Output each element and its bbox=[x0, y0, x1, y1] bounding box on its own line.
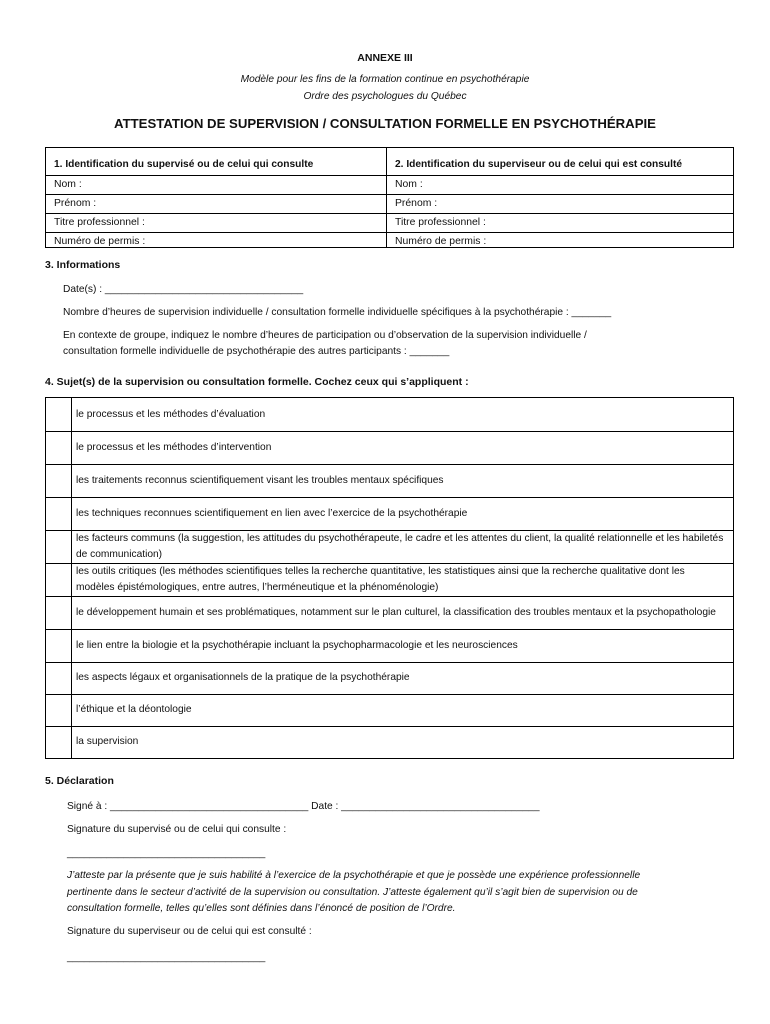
subject-label: l’éthique et la déontologie bbox=[76, 704, 192, 715]
attestation-line2: pertinente dans le secteur d’activité de la supervision ou consultation. J’atteste également qu’il s’agit bien de supervision ou de bbox=[67, 887, 638, 898]
subject-row bbox=[46, 694, 733, 727]
subject-label: les facteurs communs (la suggestion, les attitudes du psychothérapeute, le cadre et les attentes du client, la qualité relationnelle et les habiletés de communication) bbox=[76, 532, 724, 560]
attestation-line3: consultation formelle, telles qu’elles sont définies dans l’énoncé de position de l’Ordre. bbox=[67, 903, 456, 914]
subjects-table bbox=[45, 397, 734, 759]
supervisee-name-field[interactable]: Nom : bbox=[46, 176, 386, 195]
supervisee-column bbox=[46, 148, 387, 247]
subject-label: les traitements reconnus scientifiquement visant les troubles mentaux spécifiques bbox=[76, 474, 444, 486]
subject-row bbox=[46, 431, 733, 465]
supervisor-heading: 2. Identification du superviseur ou de celui qui est consulté bbox=[387, 148, 733, 176]
subject-label: le processus et les méthodes d’intervention bbox=[76, 441, 272, 453]
subject-row bbox=[46, 563, 733, 597]
supervisor-signature-line[interactable]: ___________________________________ bbox=[67, 952, 266, 963]
subject-label: les techniques reconnues scientifiquement en lien avec l’exercice de la psychothérapie bbox=[76, 507, 468, 519]
attestation-line1: J’atteste par la présente que je suis habilité à l’exercice de la psychothérapie et que je possède une expérience professionnelle bbox=[67, 870, 641, 881]
supervisor-firstname-field[interactable]: Prénom : bbox=[387, 195, 733, 214]
supervisor-permit-field[interactable]: Numéro de permis : bbox=[395, 236, 487, 247]
subject-checkbox[interactable] bbox=[46, 726, 72, 758]
subject-row bbox=[46, 497, 733, 531]
supervisee-title-field[interactable]: Titre professionnel : bbox=[46, 214, 386, 233]
subject-checkbox[interactable] bbox=[46, 398, 72, 431]
subject-label: les aspects légaux et organisationnels de la pratique de la psychothérapie bbox=[76, 672, 410, 683]
page-title: ATTESTATION DE SUPERVISION / CONSULTATION FORMELLE EN PSYCHOTHÉRAPIE bbox=[114, 116, 656, 131]
subtitle-order: Ordre des psychologues du Québec bbox=[303, 91, 467, 102]
subject-row bbox=[46, 398, 733, 432]
supervisor-title-field[interactable]: Titre professionnel : bbox=[387, 214, 733, 233]
supervisee-signature-line[interactable]: ___________________________________ bbox=[67, 848, 266, 859]
subject-checkbox[interactable] bbox=[46, 464, 72, 497]
supervisee-permit-field[interactable]: Numéro de permis : bbox=[54, 236, 146, 247]
supervisee-heading: 1. Identification du supervisé ou de celui qui consulte bbox=[46, 148, 386, 176]
subject-label: le lien entre la biologie et la psychothérapie incluant la psychopharmacologie et les neurosciences bbox=[76, 639, 518, 651]
subject-row bbox=[46, 629, 733, 663]
supervisor-column bbox=[387, 148, 733, 247]
subject-checkbox[interactable] bbox=[46, 497, 72, 530]
subject-row bbox=[46, 596, 733, 630]
subtitle-training: Modèle pour les fins de la formation continue en psychothérapie bbox=[240, 74, 530, 85]
supervisor-name-field[interactable]: Nom : bbox=[387, 176, 733, 195]
subjects-heading: 4. Sujet(s) de la supervision ou consultation formelle. Cochez ceux qui s’appliquent : bbox=[45, 376, 469, 388]
declaration-heading: 5. Déclaration bbox=[45, 775, 114, 787]
group-hours-text-line1: En contexte de groupe, indiquez le nombre d’heures de participation ou d’observation de la supervision individuelle / bbox=[63, 330, 587, 341]
subject-row bbox=[46, 530, 733, 564]
subject-row bbox=[46, 662, 733, 695]
supervisor-signature-label: Signature du superviseur ou de celui qui est consulté : bbox=[67, 926, 312, 937]
signed-at-date-field[interactable]: Signé à : ___________________________________ Date : ___________________________________ bbox=[67, 801, 540, 812]
subject-checkbox[interactable] bbox=[46, 694, 72, 726]
subject-label: le développement humain et ses problématiques, notamment sur le plan culturel, la classification des troubles mentaux et la psychopathologie bbox=[76, 606, 716, 618]
subject-label: les outils critiques (les méthodes scientifiques telles la recherche quantitative, les statistiques ainsi que la recherche qualitative dont les modèles épistémologiques, entre autres, l’herméneutique et la phénoménologie) bbox=[76, 565, 685, 593]
supervisee-firstname-field[interactable]: Prénom : bbox=[46, 195, 386, 214]
subject-checkbox[interactable] bbox=[46, 662, 72, 694]
supervisee-signature-label: Signature du supervisé ou de celui qui consulte : bbox=[67, 824, 287, 835]
group-hours-field[interactable]: consultation formelle individuelle de psychothérapie des autres participants : _______ bbox=[63, 346, 450, 357]
subject-label: la supervision bbox=[76, 736, 139, 747]
individual-hours-field[interactable]: Nombre d’heures de supervision individuelle / consultation formelle individuelle spécifiques à la psychothérapie : _______ bbox=[63, 307, 612, 318]
identification-table bbox=[45, 147, 734, 248]
subject-row bbox=[46, 726, 733, 758]
subject-checkbox[interactable] bbox=[46, 596, 72, 629]
subject-label: le processus et les méthodes d’évaluation bbox=[76, 408, 266, 420]
informations-heading: 3. Informations bbox=[45, 259, 121, 271]
subject-checkbox[interactable] bbox=[46, 563, 72, 596]
subject-checkbox[interactable] bbox=[46, 629, 72, 662]
dates-field[interactable]: Date(s) : ___________________________________ bbox=[63, 284, 304, 295]
subject-checkbox[interactable] bbox=[46, 431, 72, 464]
subject-row bbox=[46, 464, 733, 498]
subject-checkbox[interactable] bbox=[46, 530, 72, 563]
annex-label: ANNEXE III bbox=[357, 52, 413, 64]
